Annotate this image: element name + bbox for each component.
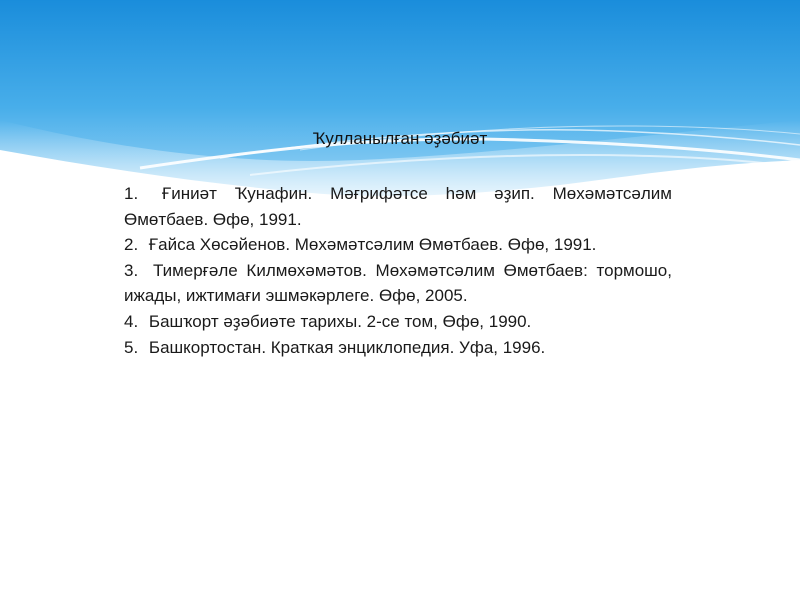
reference-item-2 [124,232,672,258]
reference-item-4 [124,309,672,335]
reference-item-5 [124,335,672,361]
reference-text: Ғиниәт Ҡунафин. Мәғрифәтсе һәм әҙип. Мөхәмәтсәлим Өмөтбаев. Өфө, 1991. [124,184,672,229]
references-list [124,181,672,360]
reference-number: 2. [124,235,139,255]
reference-text: Башҡорт әҙәбиәте тарихы. 2-се том, Өфө, 1990. [148,311,532,331]
reference-number: 3. [124,260,139,280]
reference-number: 1. [124,184,139,203]
reference-number: 4. [124,311,139,331]
reference-text: Ғайса Хөсәйенов. Мөхәмәтсәлим Өмөтбаев. Өфө, 1991. [148,235,597,255]
reference-number: 5. [124,337,139,357]
reference-text: Башкортостан. Краткая энциклопедия. Уфа, 1996. [148,337,546,357]
reference-item-3 [124,258,672,309]
reference-text: Тимерғәле Килмөхәмәтов. Мөхәмәтсәлим Өмөтбаев: тормошо, ижады, ижтимағи эшмәкәрлеге. Өфө, 2005. [124,260,672,306]
reference-item-1 [124,181,672,232]
references-title: Ҡулланылған әҙәбиәт [312,129,488,148]
